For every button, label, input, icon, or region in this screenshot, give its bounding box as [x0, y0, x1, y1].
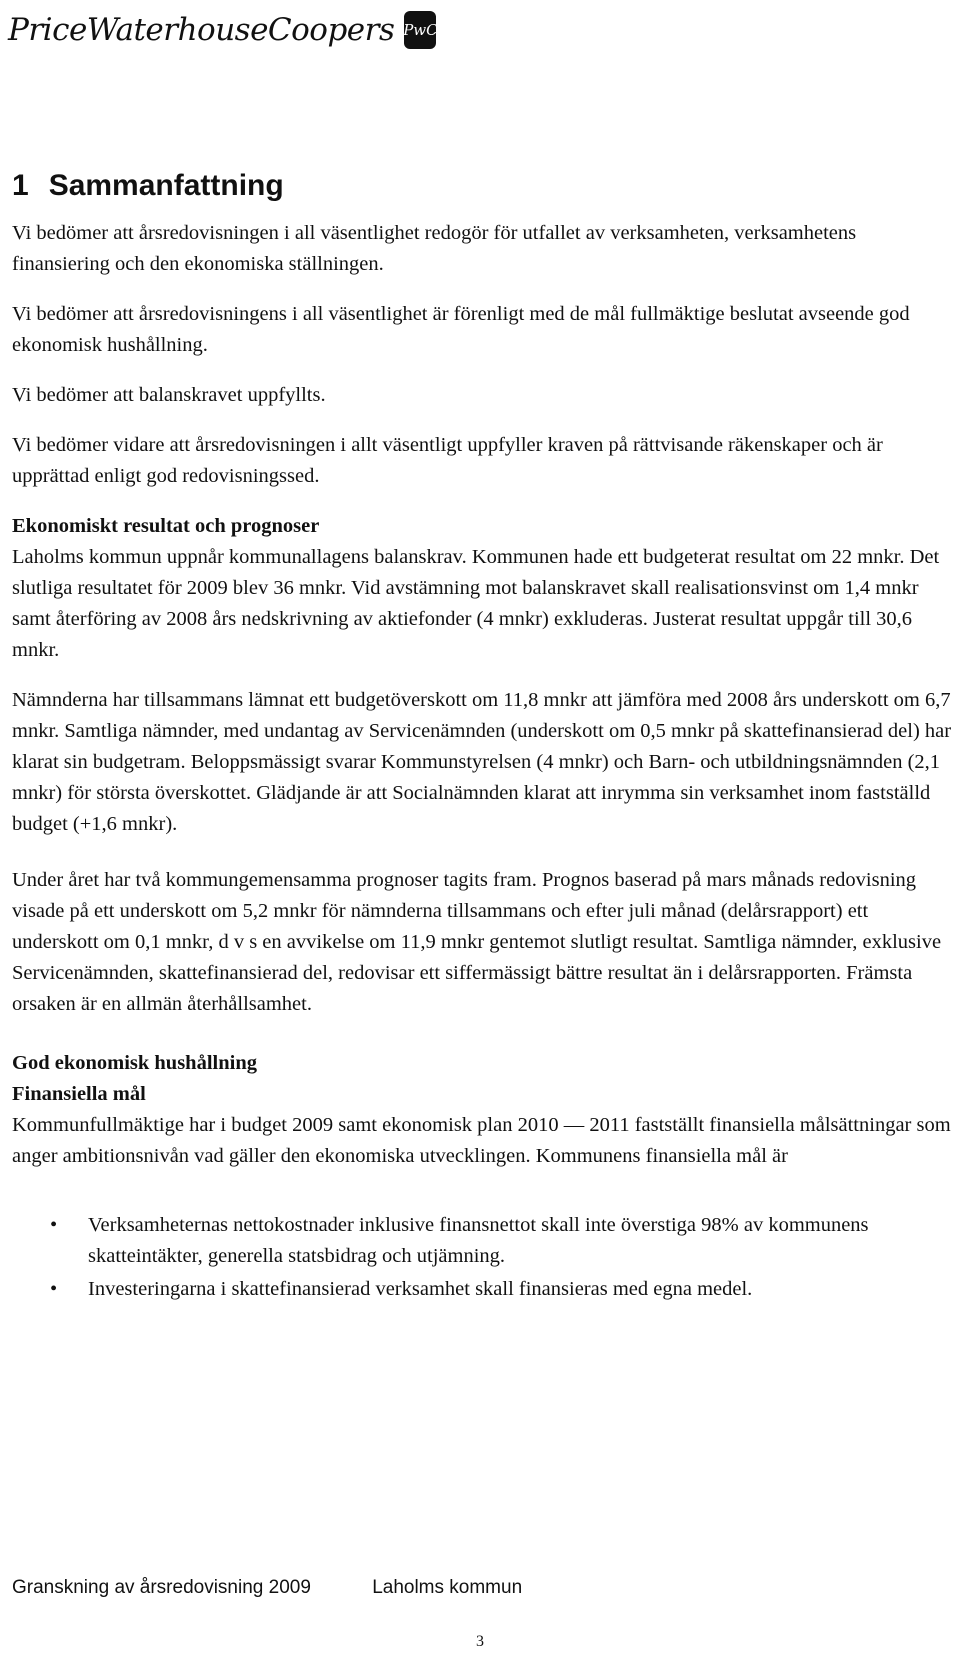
household-subheading: Finansiella mål [12, 1083, 146, 1105]
section-number: 1 [12, 169, 29, 202]
document-body [12, 166, 956, 1307]
footer-document-title: Granskning av årsredovisning 2009 [12, 1577, 311, 1598]
list-item: • Verksamheternas nettokostnader inklusive finansnettot skall inte överstiga 98% av kommunens skatteintäkter, generella statsbidrag och utjämning. [12, 1210, 956, 1272]
page-footer [12, 1577, 578, 1599]
logo-wordmark: PriceWaterhouseCoopers [8, 12, 395, 48]
page-number: 3 [476, 1633, 484, 1650]
logo-badge-icon: PwC [404, 11, 436, 49]
list-item: • Investeringarna i skattefinansierad verksamhet skall finansieras med egna medel. [12, 1274, 956, 1305]
paragraph: Vi bedömer vidare att årsredovisningen i allt väsentligt uppfyller kraven på rättvisande räkenskaper och är upprättad enligt god redovisningssed. [12, 434, 883, 487]
footer-organization: Laholms kommun [372, 1577, 523, 1598]
paragraph: Nämnderna har tillsammans lämnat ett budgetöverskott om 11,8 mnkr att jämföra med 2008 års underskott om 6,7 mnkr. Samtliga nämnder, med undantag av Servicenämnden (underskott om 0,5 mnkr på skattefinansierad del) har klarat sin budgetram. Beloppsmässigt svarar Kommunstyrelsen (4 mnkr) och Barn- och utbildningsnämnden (2,1 mnkr) för största överskottet. Glädjande är att Socialnämnden klarat att inrymma sin verksamhet inom fastställd budget (+1,6 mnkr). [12, 689, 952, 835]
paragraph: Kommunfullmäktige har i budget 2009 samt ekonomisk plan 2010 — 2011 fastställt finansiella målsättningar som anger ambitionsnivån vad gäller den ekonomiska utvecklingen. Kommunens finansiella mål är [12, 1114, 951, 1167]
paragraph: Laholms kommun uppnår kommunallagens balanskrav. Kommunen hade ett budgeterat resultat om 22 mnkr. Det slutliga resultatet för 2009 blev 36 mnkr. Vid avstämning mot balanskravet skall realisationsvinst om 1,4 mnkr samt återföring av 2008 års nedskrivning av aktiefonder (4 mnkr) exkluderas. Justerat resultat uppgår till 30,6 mnkr. [12, 546, 940, 661]
paragraph: Vi bedömer att årsredovisningen i all väsentlighet redogör för utfallet av verksamheten, verksamhetens finansiering och den ekonomiska ställningen. [12, 222, 857, 275]
results-block [12, 511, 956, 666]
paragraph: Vi bedömer att balanskravet uppfyllts. [12, 384, 326, 406]
section-title: Sammanfattning [48, 169, 284, 202]
financial-goals-list [12, 1210, 956, 1305]
paragraph: Vi bedömer att årsredovisningens i all väsentlighet är förenligt med de mål fullmäktige beslutat avseende god ekonomisk hushållning. [12, 303, 910, 356]
household-heading: God ekonomisk hushållning [12, 1052, 257, 1074]
results-heading: Ekonomiskt resultat och prognoser [12, 515, 320, 537]
pwc-logo [8, 6, 436, 54]
section-heading [12, 166, 956, 206]
household-block [12, 1048, 956, 1172]
paragraph: Under året har två kommungemensamma prognoser tagits fram. Prognos baserad på mars månads redovisning visade på ett underskott om 5,2 mnkr för nämnderna tillsammans och efter juli månad (delårsrapport) ett underskott om 0,1 mnkr, d v s en avvikelse om 11,9 mnkr gentemot slutligt resultat. Samtliga nämnder, exklusive Servicenämnden, skattefinansierad del, redovisar ett siffermässigt bättre resultat än i delårsrapporten. Främsta orsaken är en allmän återhållsamhet. [12, 869, 942, 1015]
